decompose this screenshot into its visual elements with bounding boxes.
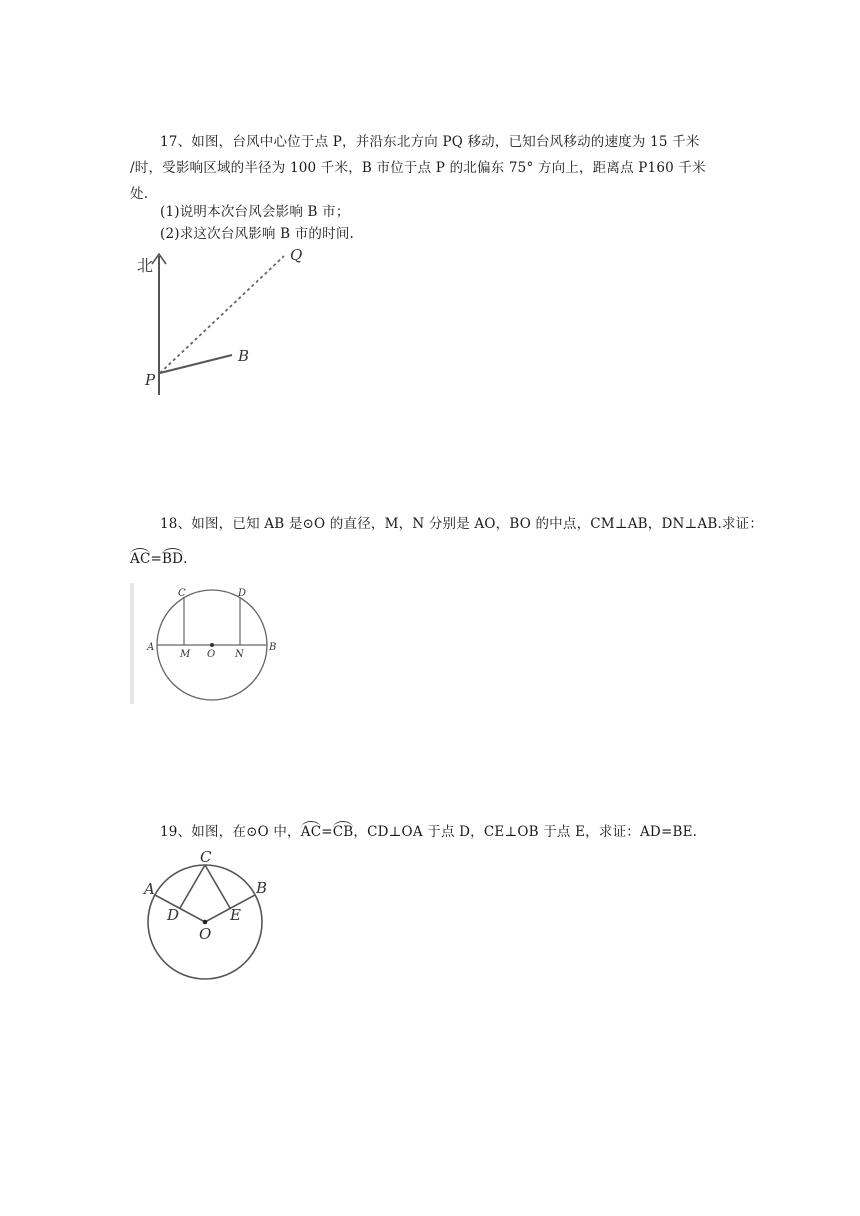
point-c-label: C	[200, 848, 212, 866]
point-n-label: N	[235, 649, 244, 660]
point-b-label: B	[256, 879, 268, 897]
arc-ac: AC	[300, 824, 322, 840]
point-e-label: E	[230, 906, 241, 924]
q17-subquestion-1: (1)说明本次台风会影响 B 市；	[160, 204, 350, 220]
arc-ac: AC	[130, 551, 151, 567]
point-a-label: A	[144, 880, 155, 898]
q17-subquestion-2: (2)求这次台风影响 B 市的时间.	[160, 226, 355, 242]
point-o-label: O	[199, 925, 212, 943]
arc-cb: CB	[332, 824, 354, 840]
north-label: 北	[137, 256, 154, 275]
q19-suffix: ，CD⊥OA 于点 D，CE⊥OB 于点 E，求证：AD=BE.	[353, 824, 698, 840]
point-p-label: P	[145, 371, 156, 389]
point-c-label: C	[178, 588, 186, 599]
segment-ce	[205, 865, 230, 908]
segment-oa	[155, 895, 205, 922]
point-m-label: M	[180, 649, 191, 660]
segment-cd	[180, 865, 205, 908]
q17-text-line1: 17、如图，台风中心位于点 P，并沿东北方向 PQ 移动，已知台风移动的速度为 15 千米	[160, 134, 700, 150]
q17-text-line3: 处.	[130, 186, 149, 202]
point-o-label: O	[207, 649, 216, 660]
period: .	[183, 551, 188, 567]
point-a-label: A	[147, 642, 155, 653]
point-d-label: D	[167, 906, 180, 924]
q19-prefix: 19、如图，在⊙O 中，	[160, 824, 301, 840]
equals-sign: =	[150, 551, 162, 567]
point-q-label: Q	[290, 246, 303, 264]
point-b-label: B	[269, 642, 277, 653]
center-o-dot	[203, 920, 208, 925]
point-d-label: D	[238, 588, 247, 599]
point-b-label: B	[238, 347, 250, 365]
equals-sign: =	[321, 824, 333, 840]
q18-text-line1: 18、如图，已知 AB 是⊙O 的直径，M，N 分别是 AO，BO 的中点，CM⊥AB，DN⊥AB.求证：	[160, 516, 764, 532]
q17-text-line2: /时，受影响区域的半径为 100 千米，B 市位于点 P 的北偏东 75° 方向上，距离点 P160 千米	[130, 160, 706, 176]
arc-bd: BD	[162, 551, 184, 567]
